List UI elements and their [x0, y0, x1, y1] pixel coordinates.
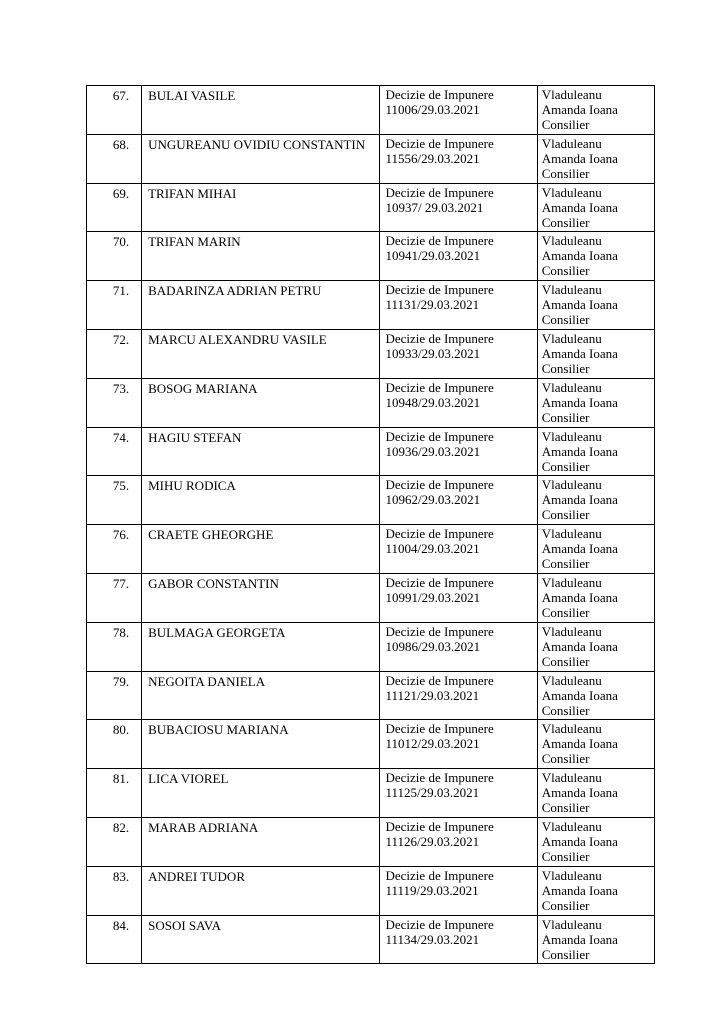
row-number: 79. — [87, 671, 142, 720]
person-name: BUBACIOSU MARIANA — [142, 720, 379, 769]
responsible-role: Consilier — [541, 653, 590, 669]
table-row — [87, 329, 655, 378]
responsible-surname: Vladuleanu — [541, 379, 602, 395]
document-cell — [379, 622, 537, 671]
responsible-given-names: Amanda Ioana — [541, 199, 618, 215]
person-name: MIHU RODICA — [142, 476, 379, 525]
responsible-surname: Vladuleanu — [541, 623, 602, 639]
table-row — [87, 427, 655, 476]
responsible-cell — [537, 183, 654, 232]
row-number: 74. — [87, 427, 142, 476]
responsible-role: Consilier — [541, 458, 590, 474]
row-number: 69. — [87, 183, 142, 232]
document-type: Decizie de Impunere — [385, 623, 494, 639]
responsible-role: Consilier — [541, 897, 590, 913]
responsible-surname: Vladuleanu — [541, 428, 602, 444]
person-name: TRIFAN MARIN — [142, 232, 379, 281]
responsible-role: Consilier — [541, 946, 590, 962]
row-number: 84. — [87, 915, 142, 964]
responsible-cell — [537, 476, 654, 525]
table-row — [87, 281, 655, 330]
document-type: Decizie de Impunere — [385, 282, 494, 298]
document-cell — [379, 86, 537, 135]
row-number: 72. — [87, 329, 142, 378]
responsible-surname: Vladuleanu — [541, 87, 602, 102]
responsible-surname: Vladuleanu — [541, 574, 602, 590]
table-row — [87, 866, 655, 915]
table-row — [87, 525, 655, 574]
document-number: 10962/29.03.2021 — [385, 492, 481, 508]
responsible-surname: Vladuleanu — [541, 282, 602, 298]
responsible-role: Consilier — [541, 848, 590, 864]
document-cell — [379, 525, 537, 574]
person-name: BULAI VASILE — [142, 86, 379, 135]
row-number: 75. — [87, 476, 142, 525]
document-cell — [379, 915, 537, 964]
table-row — [87, 622, 655, 671]
document-type: Decizie de Impunere — [385, 330, 494, 346]
document-cell — [379, 573, 537, 622]
person-name: MARCU ALEXANDRU VASILE — [142, 329, 379, 378]
table-row — [87, 769, 655, 818]
document-type: Decizie de Impunere — [385, 184, 494, 200]
table-row — [87, 183, 655, 232]
document-number: 11012/29.03.2021 — [385, 736, 480, 752]
document-number: 11121/29.03.2021 — [385, 687, 480, 703]
document-number: 10941/29.03.2021 — [385, 248, 481, 264]
person-name: MARAB ADRIANA — [142, 817, 379, 866]
document-cell — [379, 427, 537, 476]
document-cell — [379, 866, 537, 915]
person-name: CRAETE GHEORGHE — [142, 525, 379, 574]
document-type: Decizie de Impunere — [385, 233, 494, 249]
responsible-cell — [537, 720, 654, 769]
responsible-role: Consilier — [541, 312, 590, 328]
person-name: HAGIU STEFAN — [142, 427, 379, 476]
responsible-cell — [537, 427, 654, 476]
document-cell — [379, 378, 537, 427]
responsible-role: Consilier — [541, 117, 590, 132]
responsible-cell — [537, 281, 654, 330]
table-row — [87, 134, 655, 183]
document-number: 10933/29.03.2021 — [385, 345, 481, 361]
document-number: 11134/29.03.2021 — [385, 931, 480, 947]
row-number: 81. — [87, 769, 142, 818]
person-name: BULMAGA GEORGETA — [142, 622, 379, 671]
person-name: UNGUREANU OVIDIU CONSTANTIN — [142, 134, 379, 183]
responsible-cell — [537, 769, 654, 818]
document-type: Decizie de Impunere — [385, 916, 494, 932]
responsible-role: Consilier — [541, 214, 590, 230]
responsible-cell — [537, 622, 654, 671]
document-cell — [379, 183, 537, 232]
table-row — [87, 232, 655, 281]
document-number: 11119/29.03.2021 — [385, 882, 479, 898]
responsible-cell — [537, 329, 654, 378]
responsible-role: Consilier — [541, 165, 590, 181]
row-number: 68. — [87, 134, 142, 183]
document-cell — [379, 671, 537, 720]
document-number: 11131/29.03.2021 — [385, 297, 480, 313]
responsible-role: Consilier — [541, 507, 590, 523]
document-cell — [379, 720, 537, 769]
document-cell — [379, 476, 537, 525]
document-type: Decizie de Impunere — [385, 135, 494, 151]
responsible-given-names: Amanda Ioana — [541, 736, 618, 752]
responsible-given-names: Amanda Ioana — [541, 150, 618, 166]
responsible-cell — [537, 232, 654, 281]
person-name: SOSOI SAVA — [142, 915, 379, 964]
document-type: Decizie de Impunere — [385, 526, 494, 542]
responsible-surname: Vladuleanu — [541, 818, 602, 834]
document-type: Decizie de Impunere — [385, 379, 494, 395]
document-type: Decizie de Impunere — [385, 818, 494, 834]
document-number: 11006/29.03.2021 — [385, 102, 480, 117]
person-name: BADARINZA ADRIAN PETRU — [142, 281, 379, 330]
document-type: Decizie de Impunere — [385, 477, 494, 493]
document-type: Decizie de Impunere — [385, 672, 494, 688]
row-number: 70. — [87, 232, 142, 281]
responsible-given-names: Amanda Ioana — [541, 589, 618, 605]
responsible-given-names: Amanda Ioana — [541, 931, 618, 947]
responsible-role: Consilier — [541, 751, 590, 767]
document-number: 10986/29.03.2021 — [385, 638, 481, 654]
document-type: Decizie de Impunere — [385, 770, 494, 786]
responsible-cell — [537, 378, 654, 427]
responsible-role: Consilier — [541, 409, 590, 425]
person-name: GABOR CONSTANTIN — [142, 573, 379, 622]
responsible-surname: Vladuleanu — [541, 330, 602, 346]
responsible-role: Consilier — [541, 604, 590, 620]
responsible-role: Consilier — [541, 556, 590, 572]
responsible-given-names: Amanda Ioana — [541, 541, 618, 557]
row-number: 67. — [87, 86, 142, 135]
responsible-cell — [537, 915, 654, 964]
table-row — [87, 573, 655, 622]
row-number: 77. — [87, 573, 142, 622]
document-cell — [379, 232, 537, 281]
responsible-given-names: Amanda Ioana — [541, 297, 618, 313]
responsible-cell — [537, 817, 654, 866]
responsible-surname: Vladuleanu — [541, 721, 602, 737]
document-type: Decizie de Impunere — [385, 87, 494, 102]
responsible-surname: Vladuleanu — [541, 477, 602, 493]
responsible-given-names: Amanda Ioana — [541, 492, 618, 508]
responsible-given-names: Amanda Ioana — [541, 443, 618, 459]
responsible-surname: Vladuleanu — [541, 526, 602, 542]
responsible-surname: Vladuleanu — [541, 672, 602, 688]
table-row — [87, 671, 655, 720]
responsible-given-names: Amanda Ioana — [541, 102, 618, 117]
person-name: NEGOITA DANIELA — [142, 671, 379, 720]
responsible-given-names: Amanda Ioana — [541, 345, 618, 361]
document-type: Decizie de Impunere — [385, 574, 494, 590]
row-number: 82. — [87, 817, 142, 866]
table-row — [87, 817, 655, 866]
document-cell — [379, 817, 537, 866]
decisions-table — [86, 85, 655, 964]
document-number: 10937/ 29.03.2021 — [385, 199, 484, 215]
document-cell — [379, 329, 537, 378]
document-cell — [379, 134, 537, 183]
responsible-role: Consilier — [541, 360, 590, 376]
row-number: 83. — [87, 866, 142, 915]
document-cell — [379, 281, 537, 330]
document-number: 10936/29.03.2021 — [385, 443, 481, 459]
row-number: 76. — [87, 525, 142, 574]
row-number: 73. — [87, 378, 142, 427]
responsible-cell — [537, 866, 654, 915]
responsible-cell — [537, 671, 654, 720]
document-cell — [379, 769, 537, 818]
table-row — [87, 720, 655, 769]
table-row — [87, 915, 655, 964]
responsible-cell — [537, 525, 654, 574]
person-name: ANDREI TUDOR — [142, 866, 379, 915]
responsible-surname: Vladuleanu — [541, 184, 602, 200]
table-row — [87, 378, 655, 427]
document-type: Decizie de Impunere — [385, 867, 494, 883]
document-number: 11126/29.03.2021 — [385, 833, 480, 849]
responsible-role: Consilier — [541, 702, 590, 718]
responsible-surname: Vladuleanu — [541, 867, 602, 883]
responsible-cell — [537, 573, 654, 622]
person-name: BOSOG MARIANA — [142, 378, 379, 427]
responsible-given-names: Amanda Ioana — [541, 394, 618, 410]
person-name: LICA VIOREL — [142, 769, 379, 818]
responsible-surname: Vladuleanu — [541, 135, 602, 151]
responsible-role: Consilier — [541, 800, 590, 816]
table-row — [87, 476, 655, 525]
responsible-given-names: Amanda Ioana — [541, 785, 618, 801]
responsible-given-names: Amanda Ioana — [541, 882, 618, 898]
row-number: 71. — [87, 281, 142, 330]
document-number: 11125/29.03.2021 — [385, 785, 480, 801]
document-number: 10948/29.03.2021 — [385, 394, 481, 410]
responsible-given-names: Amanda Ioana — [541, 687, 618, 703]
document-type: Decizie de Impunere — [385, 428, 494, 444]
table-body — [87, 86, 655, 964]
row-number: 80. — [87, 720, 142, 769]
person-name: TRIFAN MIHAI — [142, 183, 379, 232]
responsible-cell — [537, 86, 654, 135]
document-number: 11556/29.03.2021 — [385, 150, 480, 166]
responsible-given-names: Amanda Ioana — [541, 638, 618, 654]
responsible-given-names: Amanda Ioana — [541, 248, 618, 264]
responsible-surname: Vladuleanu — [541, 916, 602, 932]
document-type: Decizie de Impunere — [385, 721, 494, 737]
responsible-surname: Vladuleanu — [541, 770, 602, 786]
table-row — [87, 86, 655, 135]
responsible-role: Consilier — [541, 263, 590, 279]
row-number: 78. — [87, 622, 142, 671]
responsible-surname: Vladuleanu — [541, 233, 602, 249]
responsible-cell — [537, 134, 654, 183]
responsible-given-names: Amanda Ioana — [541, 833, 618, 849]
document-number: 11004/29.03.2021 — [385, 541, 480, 557]
document-number: 10991/29.03.2021 — [385, 589, 481, 605]
